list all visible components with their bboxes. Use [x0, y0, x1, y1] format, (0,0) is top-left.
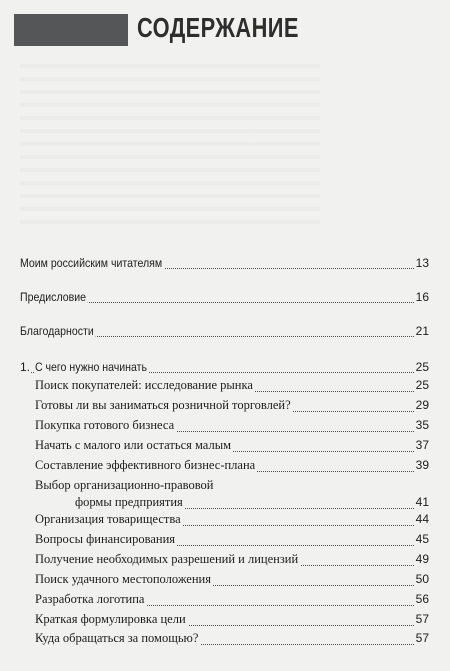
toc-section[interactable] — [0, 572, 450, 588]
section-page: 29 — [415, 398, 429, 412]
toc-entry[interactable] — [0, 256, 450, 272]
toc-section[interactable] — [0, 398, 450, 414]
section-page: 37 — [415, 438, 429, 452]
toc-section[interactable] — [0, 478, 450, 512]
chapter-number: 1. — [20, 360, 31, 374]
toc-section[interactable] — [0, 631, 450, 647]
section-label: Организация товарищества — [35, 512, 181, 526]
section-page: 25 — [415, 378, 429, 392]
toc-entry[interactable] — [0, 290, 450, 306]
toc-entry-page: 13 — [415, 256, 429, 270]
toc-section[interactable] — [0, 438, 450, 454]
toc-section[interactable] — [0, 592, 450, 608]
section-page: 49 — [415, 552, 429, 566]
section-page: 50 — [415, 572, 429, 586]
section-label-line1: Выбор организационно-правовой — [35, 478, 214, 492]
section-label: Получение необходимых разрешений и лицензий — [35, 552, 299, 566]
toc-entry-label: Благодарности — [20, 324, 94, 338]
toc-section[interactable] — [0, 418, 450, 434]
section-label: Краткая формулировка цели — [35, 612, 186, 626]
toc-entry-page: 21 — [415, 324, 429, 338]
section-page: 39 — [415, 458, 429, 472]
chapter-label: С чего нужно начинать — [35, 360, 147, 374]
section-label: Куда обращаться за помощью? — [35, 631, 199, 645]
section-page: 57 — [415, 631, 429, 645]
section-label: Разработка логотипа — [35, 592, 145, 606]
toc-section[interactable] — [0, 512, 450, 528]
toc-section[interactable] — [0, 552, 450, 568]
toc-section[interactable] — [0, 532, 450, 548]
toc-section[interactable] — [0, 458, 450, 474]
section-page: 57 — [415, 612, 429, 626]
section-page: 35 — [415, 418, 429, 432]
chapter-page: 25 — [415, 360, 429, 374]
section-label: Покупка готового бизнеса — [35, 418, 175, 432]
section-label: Поиск покупателей: исследование рынка — [35, 378, 253, 392]
section-label: формы предприятия — [75, 495, 183, 509]
section-label: Поиск удачного местоположения — [35, 572, 211, 586]
section-page: 44 — [415, 512, 429, 526]
chapter-entry[interactable] — [0, 360, 450, 376]
toc-entry-page: 16 — [415, 290, 429, 304]
section-label: Вопросы финансирования — [35, 532, 176, 546]
toc-entry[interactable] — [0, 324, 450, 340]
section-page: 45 — [415, 532, 429, 546]
section-page: 41 — [415, 495, 429, 509]
section-page: 56 — [415, 592, 429, 606]
toc-section[interactable] — [0, 612, 450, 628]
section-label: Составление эффективного бизнес-плана — [35, 458, 256, 472]
toc-entry-label: Предисловие — [20, 290, 86, 304]
section-label: Начать с малого или остаться малым — [35, 438, 232, 452]
section-label: Готовы ли вы заниматься розничной торговлей? — [35, 398, 291, 412]
toc-section[interactable] — [0, 378, 450, 394]
toc-entry-label: Моим российским читателям — [20, 256, 163, 270]
page-title: СОДЕРЖАНИЕ — [137, 12, 299, 43]
